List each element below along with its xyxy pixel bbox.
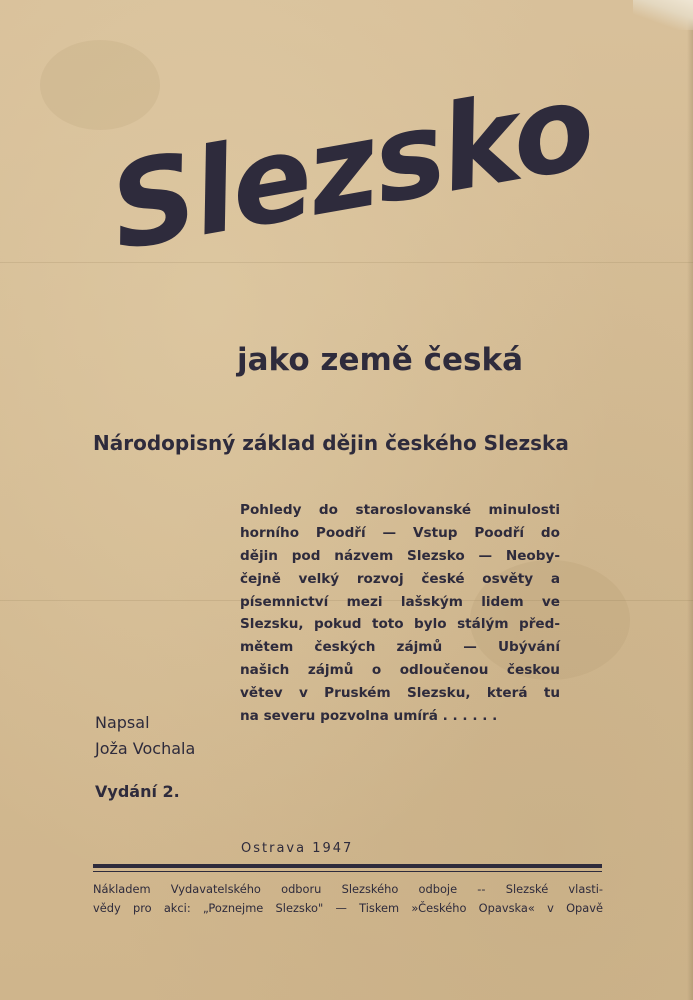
summary-line: Pohledy do staroslovanské minulosti (240, 502, 560, 518)
summary-block (240, 499, 560, 728)
paper-stain (40, 40, 160, 130)
place-and-year: Ostrava 1947 (241, 841, 354, 856)
publisher-line: vědy pro akci: „Poznejme Slezsko" — Tiskem »Českého Opavska« v Opavě (93, 901, 603, 915)
publisher-line: Nákladem Vydavatelského odboru Slezského odboje -- Slezské vlasti- (93, 882, 603, 896)
paper-crease (0, 262, 693, 263)
page-edge-shadow (687, 0, 693, 1000)
summary-line: na severu pozvolna umírá . . . . . . (240, 708, 498, 725)
summary-line: horního Poodří — Vstup Poodří do (240, 524, 560, 541)
cover-subtitle: jako země česká (237, 342, 523, 378)
summary-line: čejně velký rozvoj české osvěty a (240, 570, 560, 587)
divider-rule-thin (93, 871, 602, 872)
cover-tagline: Národopisný základ dějin českého Slezska (93, 431, 569, 455)
torn-corner (633, 0, 693, 30)
author-label: Napsal (95, 713, 150, 732)
divider-rule-thick (93, 864, 602, 868)
summary-line: větev v Pruském Slezsku, která tu (240, 685, 560, 702)
summary-line: mětem českých zájmů — Ubývání (240, 639, 560, 656)
summary-line: písemnictví mezi lašským lidem ve (240, 593, 560, 610)
summary-line: dějin pod názvem Slezsko — Neoby- (240, 547, 560, 564)
edition-label: Vydání 2. (95, 782, 180, 801)
publisher-imprint (93, 880, 603, 918)
cover-title: Slezsko (100, 56, 603, 277)
summary-line: našich zájmů o odloučenou českou (240, 662, 560, 679)
author-name: Joža Vochala (95, 739, 196, 758)
summary-line: Slezsku, pokud toto bylo stálým před- (240, 616, 560, 633)
